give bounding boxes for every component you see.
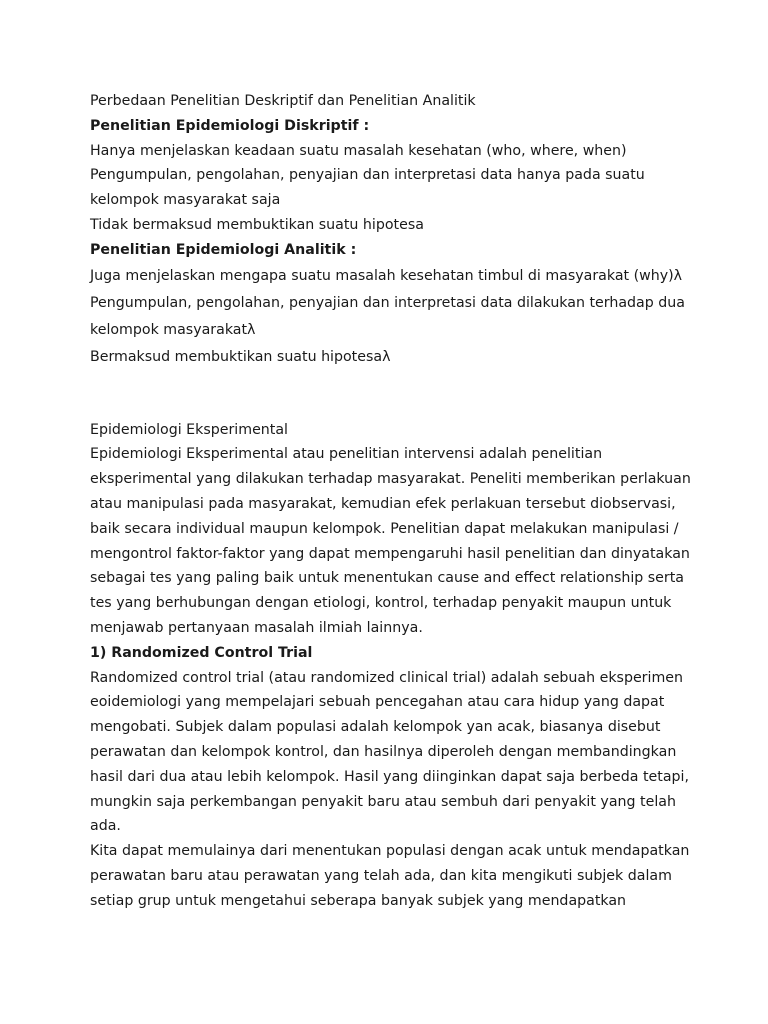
experimental-paragraph-line: Epidemiologi Eksperimental atau penelitian intervensi adalah penelitian xyxy=(90,446,603,463)
rct-heading: 1) Randomized Control Trial xyxy=(90,644,313,661)
analytic-line: Juga menjelaskan mengapa suatu masalah kesehatan timbul di masyarakat (why)λ xyxy=(90,267,683,284)
experimental-paragraph-line: menjawab pertanyaan masalah ilmiah lainnya. xyxy=(90,619,423,636)
analytic-heading: Penelitian Epidemiologi Analitik : xyxy=(90,241,357,258)
experimental-paragraph-line: baik secara individual maupun kelompok. Penelitian dapat melakukan manipulasi / xyxy=(90,520,679,537)
experimental-heading: Epidemiologi Eksperimental xyxy=(90,421,288,438)
analytic-line: Pengumpulan, pengolahan, penyajian dan interpretasi data dilakukan terhadap dua xyxy=(90,294,685,311)
experimental-paragraph-line: eksperimental yang dilakukan terhadap masyarakat. Peneliti memberikan perlakuan xyxy=(90,471,691,488)
rct-paragraph-line: perawatan dan kelompok kontrol, dan hasilnya diperoleh dengan membandingkan xyxy=(90,743,677,760)
rct-paragraph-line: mengobati. Subjek dalam populasi adalah kelompok yan acak, biasanya disebut xyxy=(90,719,661,736)
rct-paragraph-line: eoidemiologi yang mempelajari sebuah pencegahan atau cara hidup yang dapat xyxy=(90,694,665,711)
rct-paragraph-line: Randomized control trial (atau randomized clinical trial) adalah sebuah eksperimen xyxy=(90,669,683,686)
descriptive-line: Hanya menjelaskan keadaan suatu masalah kesehatan (who, where, when) xyxy=(90,142,627,159)
descriptive-heading: Penelitian Epidemiologi Diskriptif : xyxy=(90,117,370,134)
descriptive-line: kelompok masyarakat saja xyxy=(90,192,281,209)
rct-paragraph-line: mungkin saja perkembangan penyakit baru atau sembuh dari penyakit yang telah xyxy=(90,793,676,810)
rct-paragraph-line: ada. xyxy=(90,818,121,835)
document-title: Perbedaan Penelitian Deskriptif dan Penelitian Analitik xyxy=(90,93,476,109)
rct-paragraph-line: Kita dapat memulainya dari menentukan populasi dengan acak untuk mendapatkan xyxy=(90,843,690,860)
experimental-paragraph-line: tes yang berhubungan dengan etiologi, kontrol, terhadap penyakit maupun untuk xyxy=(90,595,672,612)
rct-paragraph-line: perawatan baru atau perawatan yang telah ada, dan kita mengikuti subjek dalam xyxy=(90,867,672,884)
rct-paragraph-line: hasil dari dua atau lebih kelompok. Hasil yang diinginkan dapat saja berbeda tetapi, xyxy=(90,768,689,785)
descriptive-line: Pengumpulan, pengolahan, penyajian dan interpretasi data hanya pada suatu xyxy=(90,167,645,184)
experimental-paragraph-line: mengontrol faktor-faktor yang dapat mempengaruhi hasil penelitian dan dinyatakan xyxy=(90,545,690,562)
experimental-paragraph-line: sebagai tes yang paling baik untuk menentukan cause and effect relationship serta xyxy=(90,570,684,587)
section-spacer xyxy=(90,371,690,418)
analytic-line: kelompok masyarakatλ xyxy=(90,321,256,338)
experimental-paragraph-line: atau manipulasi pada masyarakat, kemudian efek perlakuan tersebut diobservasi, xyxy=(90,495,676,512)
rct-paragraph-line: setiap grup untuk mengetahui seberapa banyak subjek yang mendapatkan xyxy=(90,892,627,909)
analytic-line: Bermaksud membuktikan suatu hipotesaλ xyxy=(90,348,391,365)
document-page xyxy=(90,89,690,914)
descriptive-line: Tidak bermaksud membuktikan suatu hipotesa xyxy=(90,216,424,233)
